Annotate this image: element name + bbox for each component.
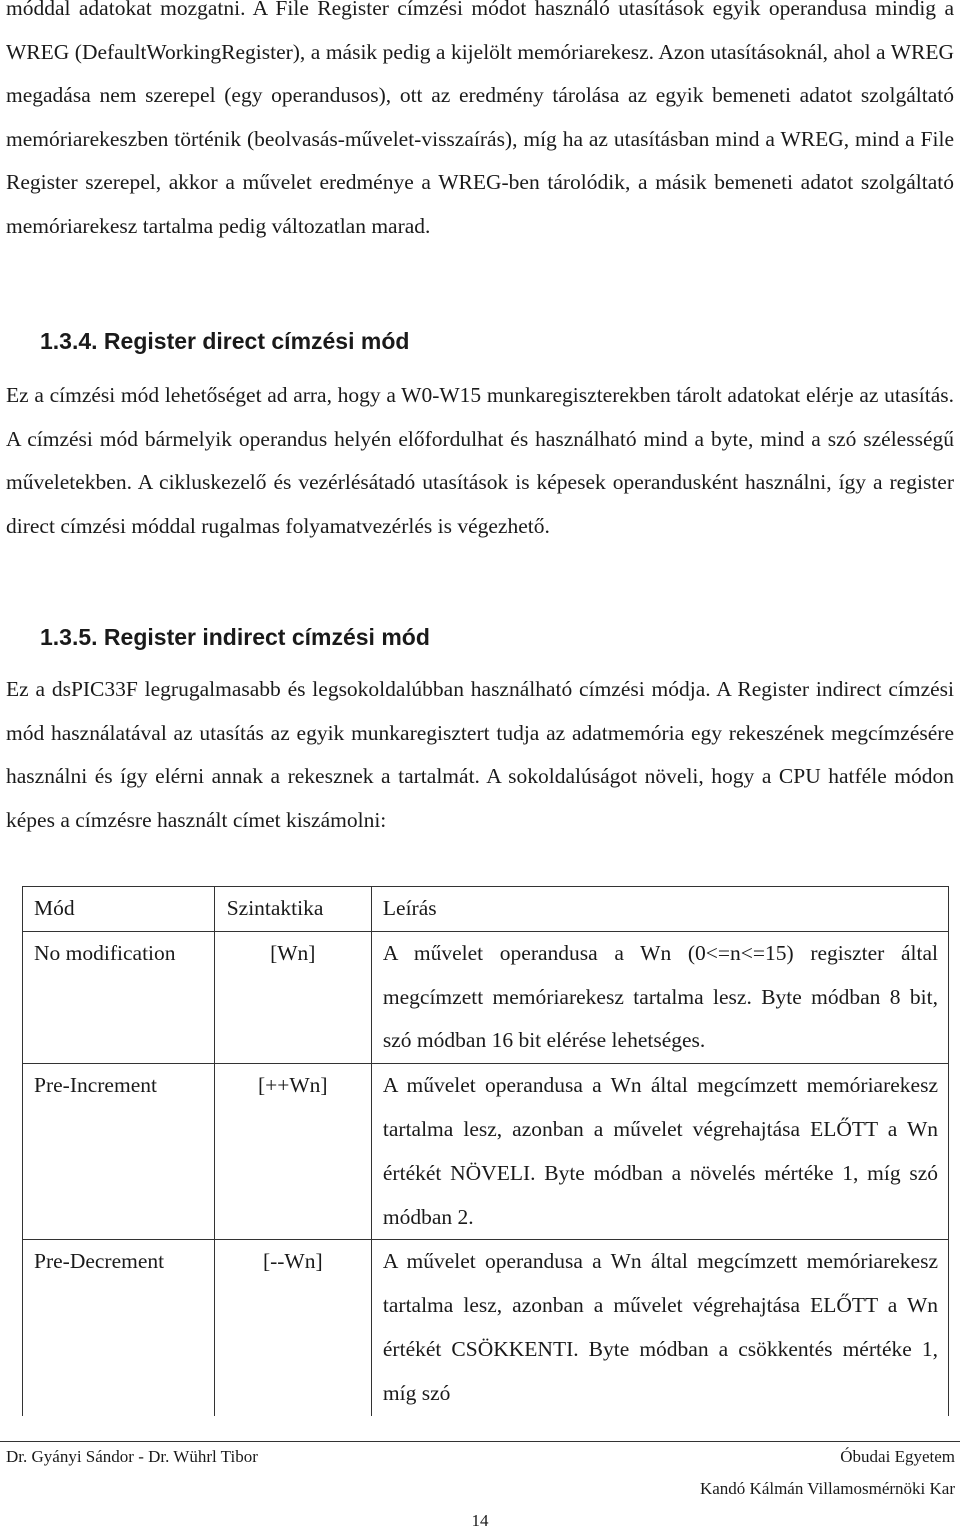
cell-syntax: [--Wn] (214, 1240, 371, 1416)
table-row (23, 1064, 949, 1240)
paragraph-register-indirect: Ez a dsPIC33F legrugalmasabb és legsokoldalúbban használható címzési módja. A Register indirect címzési mód használatával az utasítás az egyik munkaregisztert tudja az adatmemória egy rekeszének megcímzésére használni és így elérni annak a rekesznek a tartalmát. A sokoldalúságot növeli, hogy a CPU hatféle módon képes a címzésre használt címet kiszámolni: (6, 677, 954, 832)
paragraph-register-direct: Ez a címzési mód lehetőséget ad arra, hogy a W0-W15 munkaregiszterekben tárolt adatokat elérje az utasítás. A címzési mód bármelyik operandus helyén előfordulhat és használható mind a byte, mind a szó szélességű műveletekben. A cikluskezelő és vezérlésátadó utasítások is képesek operandusként használni, így a register direct címzési móddal rugalmas folyamatvezérlés is végezhető. (6, 383, 954, 538)
cell-syntax: [Wn] (214, 931, 371, 1063)
cell-mode: No modification (23, 931, 215, 1063)
cell-description: A művelet operandusa a Wn által megcímzett memóriarekesz tartalma lesz, azonban a művelet végrehajtása ELŐTT a Wn értékét NÖVELI. Byte módban a növelés mértéke 1, míg szó módban 2. (371, 1064, 948, 1240)
footer-university: Óbudai Egyetem (840, 1447, 955, 1466)
cell-description: A művelet operandusa a Wn (0<=n<=15) regiszter által megcímzett memóriarekesz tartalma lesz. Byte módban 8 bit, szó módban 16 bit elérése lehetséges. (371, 931, 948, 1063)
section-heading-register-indirect: 1.3.5. Register indirect címzési mód (40, 624, 430, 650)
addressing-modes-table (22, 886, 949, 1416)
footer-divider (0, 1441, 960, 1442)
cell-mode: Pre-Increment (23, 1064, 215, 1240)
column-header-description: Leírás (371, 887, 948, 932)
table-row (23, 1240, 949, 1416)
footer-authors: Dr. Gyányi Sándor - Dr. Wührl Tibor (6, 1447, 258, 1466)
table-row (23, 931, 949, 1063)
column-header-mode: Mód (23, 887, 215, 932)
section-heading-register-direct: 1.3.4. Register direct címzési mód (40, 328, 410, 354)
column-header-syntax: Szintaktika (214, 887, 371, 932)
cell-syntax: [++Wn] (214, 1064, 371, 1240)
cell-mode: Pre-Decrement (23, 1240, 215, 1416)
footer-faculty: Kandó Kálmán Villamosmérnöki Kar (699, 1479, 955, 1498)
paragraph-file-register: móddal adatokat mozgatni. A File Register címzési módot használó utasítások egyik operandusa mindig a WREG (DefaultWorkingRegister), a másik pedig a kijelölt memóriarekesz. Azon utasításoknál, ahol a WREG megadása nem szerepel (egy operandusos), ott az eredmény tárolása az egyik bemeneti adatot szolgáltató memóriarekeszben történik (beolvasás-művelet-visszaírás), míg ha az utasításban mind a WREG, mind a File Register szerepel, akkor a művelet eredménye a WREG-ben tárolódik, a másik bemeneti adatot szolgáltató memóriarekesz tartalma pedig változatlan marad. (6, 0, 954, 238)
page-number: 14 (471, 1511, 489, 1530)
table-header-row (23, 887, 949, 932)
cell-description: A művelet operandusa a Wn által megcímzett memóriarekesz tartalma lesz, azonban a művelet végrehajtása ELŐTT a Wn értékét CSÖKKENTI. Byte módban a csökkentés mértéke 1, míg szó (371, 1240, 948, 1416)
